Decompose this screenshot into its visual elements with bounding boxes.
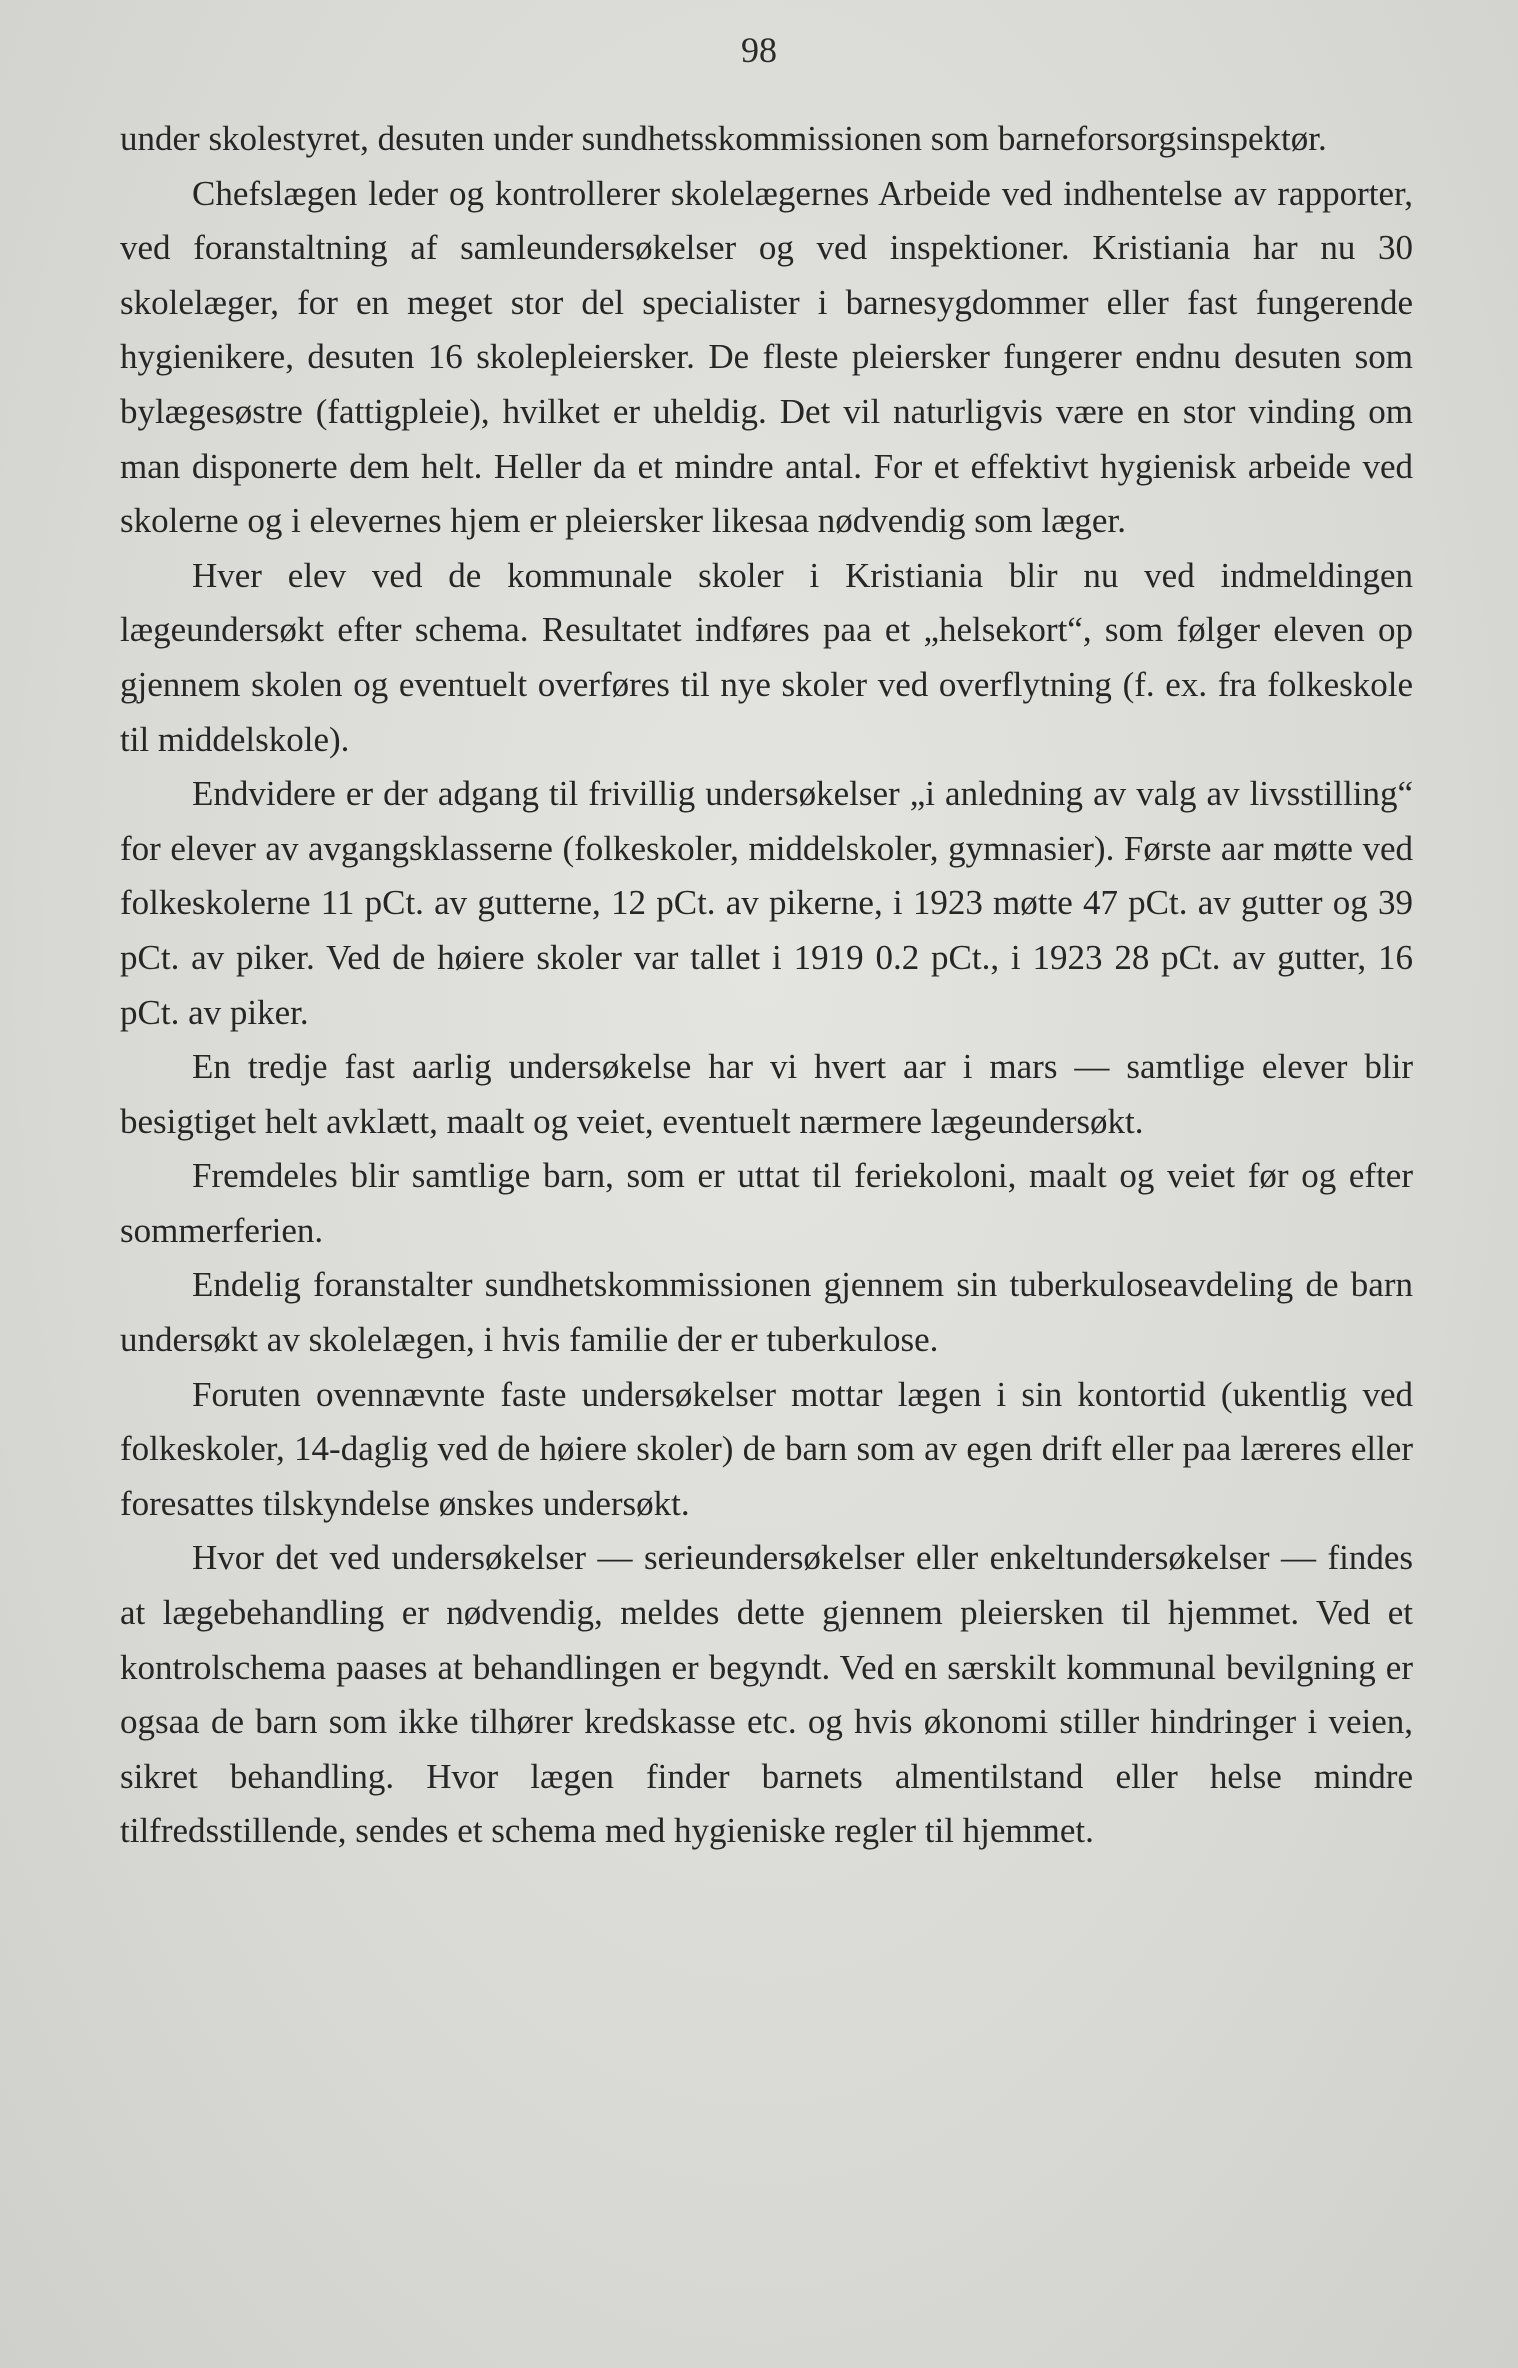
paragraph-3: Hver elev ved de kommunale skoler i Kristiania blir nu ved indmeldingen lægeundersøkt efter schema. Resultatet indføres paa et „helsekort“, som følger eleven op gjennem skolen og eventuelt overføres til nye skoler ved overflytning (f. ex. fra folkeskole til middelskole). xyxy=(120,555,1413,759)
paragraph-1: under skolestyret, desuten under sundhetsskommissionen som barneforsorgsinspektør. xyxy=(120,119,1327,158)
paragraph-6: Fremdeles blir samtlige barn, som er uttat til feriekoloni, maalt og veiet før og efter sommerferien. xyxy=(120,1156,1413,1250)
page-number: 98 xyxy=(741,30,777,70)
paragraph-8: Foruten ovennævnte faste undersøkelser mottar lægen i sin kontortid (ukentlig ved folkeskoler, 14-daglig ved de høiere skoler) de barn som av egen drift eller paa læreres eller foresattes tilskyndelse ønskes undersøkt. xyxy=(120,1374,1413,1523)
paragraph-2: Chefslægen leder og kontrollerer skolelægernes Arbeide ved indhentelse av rapporter, ved foranstaltning af samleundersøkelser og ved inspektioner. Kristiania har nu 30 skolelæger, for en meget stor del specialister i barnesygdommer eller fast fungerende hygienikere, desuten 16 skolepleiersker. De fleste pleiersker fungerer endnu desuten som bylægesøstre (fattigpleie), hvilket er uheldig. Det vil naturligvis være en stor vinding om man disponerte dem helt. Heller da et mindre antal. For et effektivt hygienisk arbeide ved skolerne og i elevernes hjem er pleiersker likesaa nødvendig som læger. xyxy=(120,173,1413,541)
body-text xyxy=(120,112,1413,1859)
paragraph-9: Hvor det ved undersøkelser — serieundersøkelser eller enkeltundersøkelser — findes at lægebehandling er nødvendig, meldes dette gjennem pleiersken til hjemmet. Ved et kontrolschema paases at behandlingen er begyndt. Ved en særskilt kommunal bevilgning er ogsaa de barn som ikke tilhører kredskasse etc. og hvis økonomi stiller hindringer i veien, sikret behandling. Hvor lægen finder barnets almentilstand eller helse mindre tilfredsstillende, sendes et schema med hygieniske regler til hjemmet. xyxy=(120,1538,1413,1851)
paragraph-4: Endvidere er der adgang til frivillig undersøkelser „i anledning av valg av livsstilling“ for elever av avgangsklasserne (folkeskoler, middelskoler, gymnasier). Første aar møtte ved folkeskolerne 11 pCt. av gutterne, 12 pCt. av pikerne, i 1923 møtte 47 pCt. av gutter og 39 pCt. av piker. Ved de høiere skoler var tallet i 1919 0.2 pCt., i 1923 28 pCt. av gutter, 16 pCt. av piker. xyxy=(120,774,1413,1032)
paragraph-7: Endelig foranstalter sundhetskommissionen gjennem sin tuberkuloseavdeling de barn undersøkt av skolelægen, i hvis familie der er tuberkulose. xyxy=(120,1265,1413,1360)
paragraph-5: En tredje fast aarlig undersøkelse har vi hvert aar i mars — samtlige elever blir besigtiget helt avklætt, maalt og veiet, eventuelt nærmere lægeundersøkt. xyxy=(120,1047,1413,1141)
